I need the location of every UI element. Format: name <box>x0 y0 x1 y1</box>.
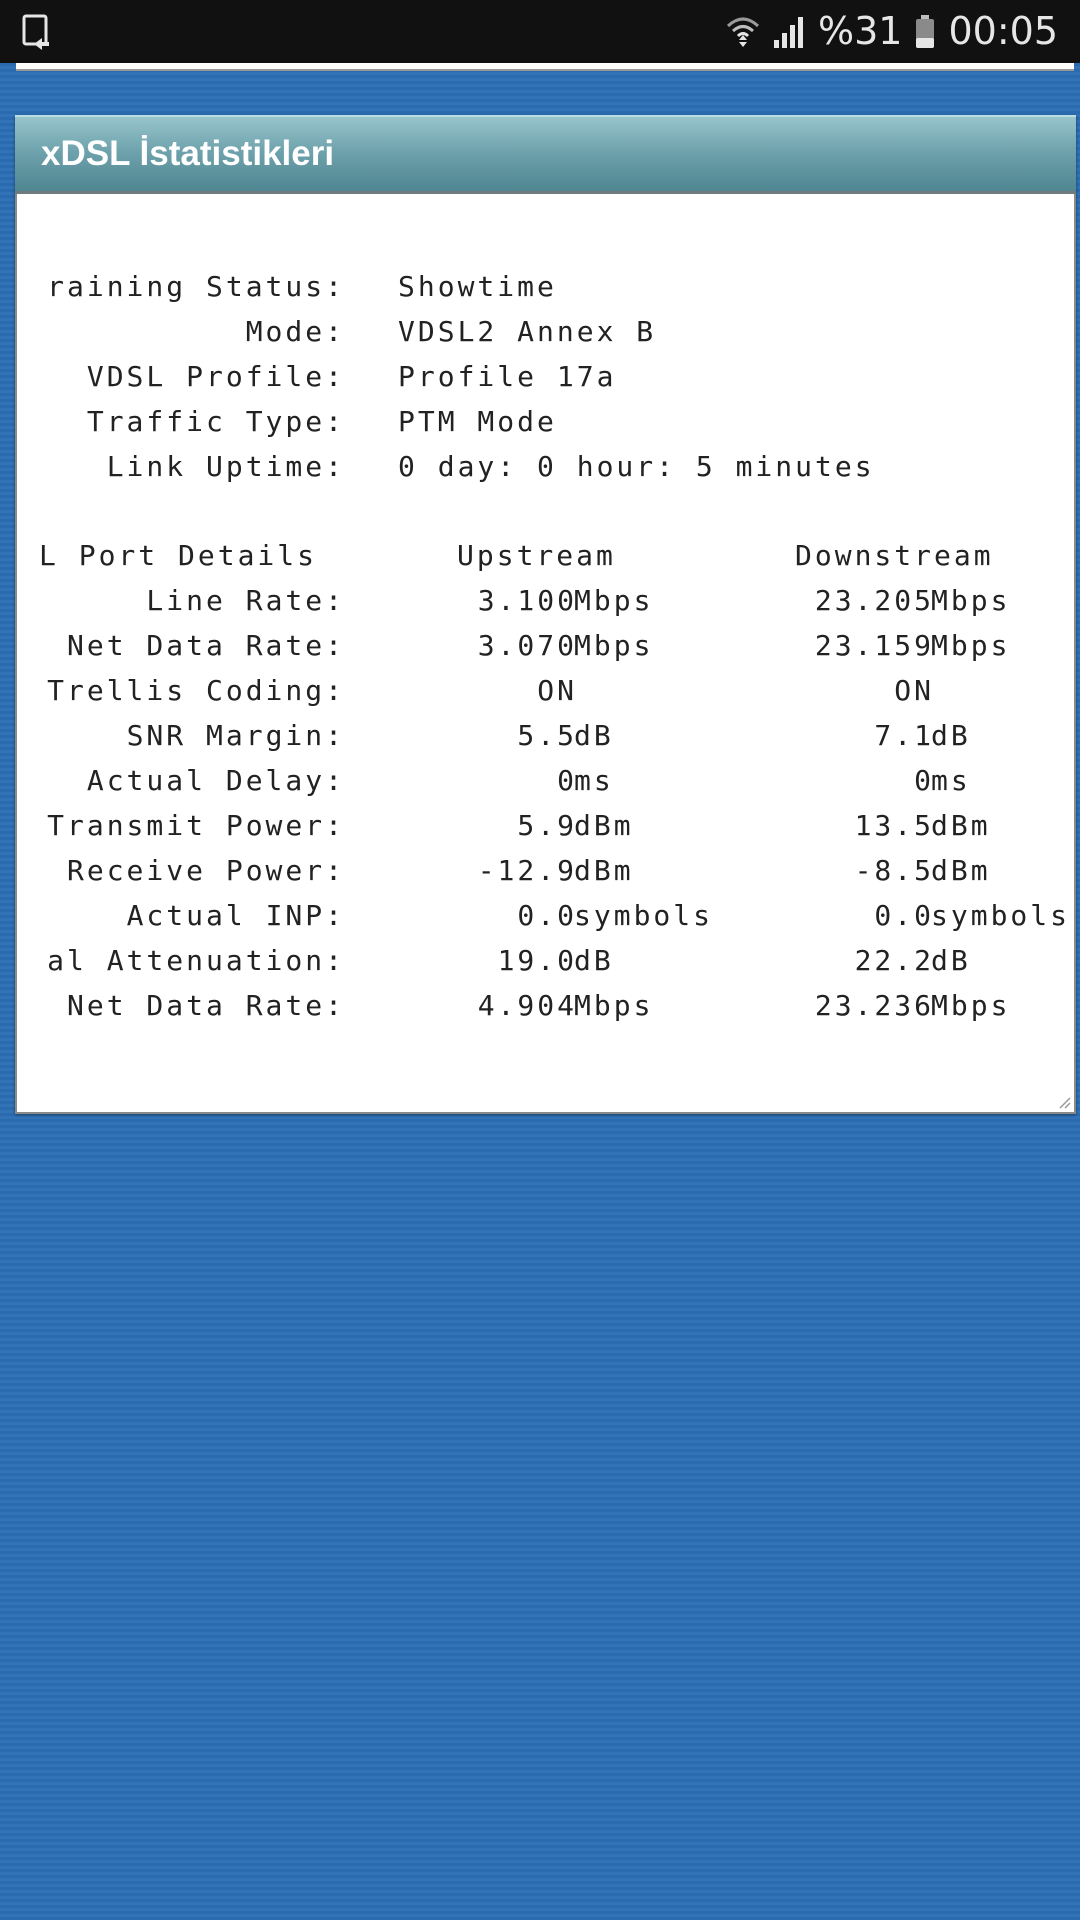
downstream-value: ON <box>894 674 934 707</box>
stats-text <box>17 194 1074 1112</box>
battery-icon <box>914 14 936 50</box>
upstream-value: 3.100 <box>477 584 577 617</box>
port-row-label: Actual Delay: <box>86 764 345 797</box>
battery-percent: %31 <box>818 9 903 53</box>
previous-card-edge <box>16 63 1074 71</box>
stat-value: 0 day: 0 hour: 5 minutes <box>398 450 875 483</box>
stat-value: Showtime <box>398 270 557 303</box>
stat-label: Traffic Type: <box>86 405 345 438</box>
upstream-unit: ms <box>574 764 614 797</box>
downstream-value: 0 <box>914 764 934 797</box>
card-title: xDSL İstatistikleri <box>41 134 335 173</box>
status-bar <box>0 0 1080 63</box>
upstream-unit: Mbps <box>574 989 654 1022</box>
upstream-value: 0 <box>557 764 577 797</box>
downstream-unit: symbols <box>931 899 1071 932</box>
port-row-label: al Attenuation: <box>47 944 345 977</box>
upstream-value: 5.5 <box>517 719 577 752</box>
stat-value: Profile 17a <box>398 360 617 393</box>
downstream-header: Downstream <box>795 539 994 572</box>
port-row-label: Net Data Rate: <box>66 629 345 662</box>
downstream-value: 23.205 <box>814 584 934 617</box>
xdsl-stats-card <box>15 115 1076 1114</box>
downstream-value: -8.5 <box>854 854 934 887</box>
stats-textarea[interactable] <box>15 194 1076 1114</box>
upstream-unit: dBm <box>574 854 634 887</box>
downstream-value: 22.2 <box>854 944 934 977</box>
resize-grip-icon[interactable] <box>1055 1093 1071 1109</box>
upstream-header: Upstream <box>457 539 616 572</box>
downstream-unit: dB <box>931 944 971 977</box>
port-row-label: Transmit Power: <box>47 809 345 842</box>
downstream-value: 13.5 <box>854 809 934 842</box>
downstream-unit: dB <box>931 719 971 752</box>
port-row-label: Trellis Coding: <box>47 674 345 707</box>
upstream-unit: dB <box>574 719 614 752</box>
upstream-unit: Mbps <box>574 584 654 617</box>
stat-label: raining Status: <box>47 270 345 303</box>
downstream-unit: ms <box>931 764 971 797</box>
downstream-value: 23.159 <box>814 629 934 662</box>
stat-label: VDSL Profile: <box>86 360 345 393</box>
upstream-value: 5.9 <box>517 809 577 842</box>
downstream-unit: dBm <box>931 809 991 842</box>
upstream-value: 0.0 <box>517 899 577 932</box>
downstream-unit: Mbps <box>931 629 1011 662</box>
port-row-label: Actual INP: <box>126 899 345 932</box>
upstream-unit: dBm <box>574 809 634 842</box>
downstream-value: 23.236 <box>814 989 934 1022</box>
port-row-label: Receive Power: <box>66 854 345 887</box>
port-details-header: L Port Details <box>39 539 318 572</box>
stat-value: PTM Mode <box>398 405 557 438</box>
upstream-value: 4.904 <box>477 989 577 1022</box>
upstream-value: 19.0 <box>497 944 577 977</box>
screen-mirror-icon <box>22 14 52 50</box>
upstream-unit: dB <box>574 944 614 977</box>
downstream-unit: Mbps <box>931 989 1011 1022</box>
downstream-value: 7.1 <box>874 719 934 752</box>
downstream-value: 0.0 <box>874 899 934 932</box>
upstream-unit: Mbps <box>574 629 654 662</box>
port-row-label: SNR Margin: <box>126 719 345 752</box>
signal-icon <box>772 14 806 50</box>
upstream-unit: symbols <box>574 899 714 932</box>
port-row-label: Line Rate: <box>146 584 345 617</box>
downstream-unit: dBm <box>931 854 991 887</box>
clock: 00:05 <box>948 9 1058 53</box>
stat-value: VDSL2 Annex B <box>398 315 657 348</box>
stat-label: Mode: <box>245 315 345 348</box>
upstream-value: -12.9 <box>477 854 577 887</box>
upstream-value: 3.070 <box>477 629 577 662</box>
downstream-unit: Mbps <box>931 584 1011 617</box>
wifi-icon <box>726 14 760 50</box>
stat-label: Link Uptime: <box>106 450 345 483</box>
upstream-value: ON <box>537 674 577 707</box>
card-header <box>15 115 1076 194</box>
port-row-label: Net Data Rate: <box>66 989 345 1022</box>
